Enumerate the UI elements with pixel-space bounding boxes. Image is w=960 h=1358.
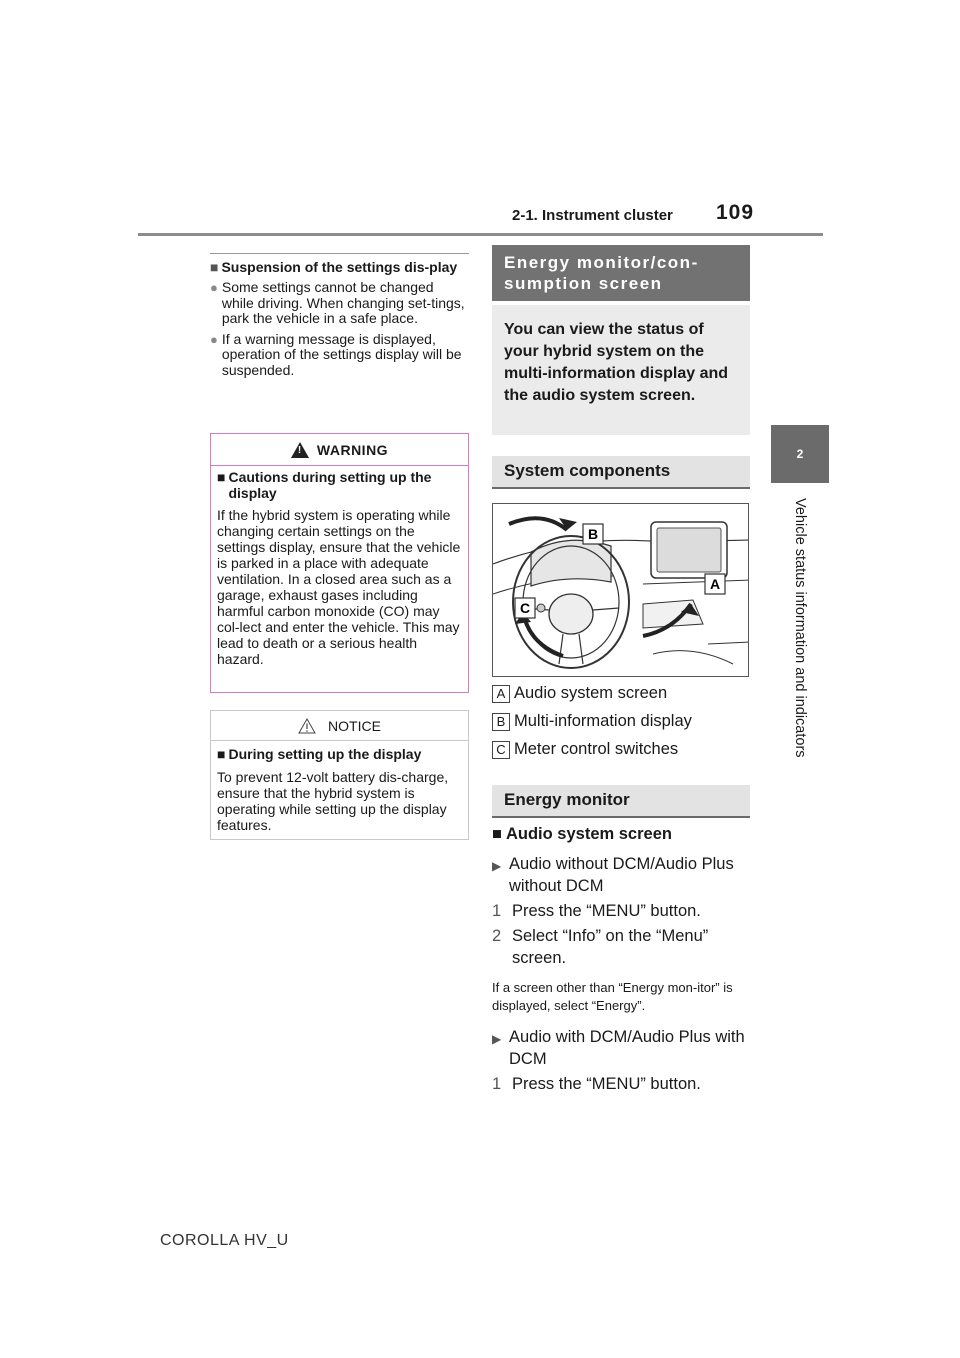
energy-monitor-heading: Energy monitor [492, 785, 750, 818]
dashboard-illustration [492, 503, 749, 677]
legend-letter: C [492, 741, 510, 759]
warning-box [210, 433, 469, 693]
square-bullet-icon: ■ [217, 746, 226, 762]
legend-item: C Meter control switches [492, 740, 678, 759]
page-number: 109 [716, 201, 755, 224]
footer-model: COROLLA HV_U [160, 1232, 289, 1249]
circle-bullet-icon: ● [210, 280, 218, 295]
bullet-item: ● Some settings cannot be changed while driving. When changing set-tings, park the vehicle in a safe place. [210, 279, 465, 326]
square-bullet-icon: ■ [492, 825, 502, 843]
main-section-title: Energy monitor/con-sumption screen [492, 245, 750, 301]
notice-subheading: ■ During setting up the display [217, 746, 422, 762]
warning-subheading: ■ Cautions during setting up the display [217, 469, 432, 501]
legend-item: A Audio system screen [492, 684, 667, 703]
warning-triangle-icon [291, 442, 309, 458]
step-item: 1 Press the “MENU” button. [492, 902, 701, 920]
triangle-arrow-icon: ▶ [492, 1032, 502, 1046]
intro-box: You can view the status of your hybrid system on the multi-information display and the audio system screen. [492, 305, 750, 435]
header-rule [138, 233, 823, 236]
left-column [210, 253, 469, 378]
figure-label-b: B [587, 526, 599, 542]
figure-label-a: A [709, 576, 721, 592]
dashboard-drawing [493, 504, 749, 677]
suspension-heading: ■ Suspension of the settings dis-play [210, 259, 458, 275]
step-item: 2 Select “Info” on the “Menu” screen. [492, 927, 709, 967]
triangle-arrow-icon: ▶ [492, 859, 502, 873]
notice-triangle-icon [298, 718, 316, 734]
legend-letter: B [492, 713, 510, 731]
square-bullet-icon: ■ [210, 259, 219, 275]
notice-box [210, 710, 469, 840]
audio-system-heading: ■ Audio system screen [492, 825, 672, 843]
notice-header: NOTICE [211, 711, 468, 741]
system-components-heading: System components [492, 456, 750, 489]
section-header: 2-1. Instrument cluster [512, 207, 673, 224]
legend-letter: A [492, 685, 510, 703]
circle-bullet-icon: ● [210, 331, 218, 347]
square-bullet-icon: ■ [217, 469, 226, 485]
chapter-number-tab: 2 [771, 425, 829, 483]
figure-label-c: C [519, 600, 531, 616]
notice-text: To prevent 12-volt battery dis-charge, ensure that the hybrid system is operating while setting up the display features. [217, 768, 449, 833]
variant-heading: ▶ Audio with DCM/Audio Plus with DCM [492, 1028, 745, 1068]
legend-item: B Multi-information display [492, 712, 692, 731]
warning-header: ! WARNING [211, 434, 468, 466]
chapter-title: Vehicle status information and indicators [792, 498, 808, 758]
bullet-item: ● If a warning message is displayed, operation of the settings display will be suspended. [210, 330, 462, 378]
section-rule [210, 253, 469, 254]
note-text: If a screen other than “Energy mon-itor” is displayed, select “Energy”. [492, 980, 733, 1013]
variant-heading: ▶ Audio without DCM/Audio Plus without DCM [492, 855, 734, 895]
warning-text: If the hybrid system is operating while changing certain settings on the settings display, ensure that the vehicle is parked in a place with adequate ventilation. In a closed area such as a garage, exhaust gases including harmful carbon monoxide (CO) may col-lect and enter the vehicle. This may lead to death or a serious health hazard. [217, 507, 461, 667]
step-item: 1 Press the “MENU” button. [492, 1075, 701, 1093]
